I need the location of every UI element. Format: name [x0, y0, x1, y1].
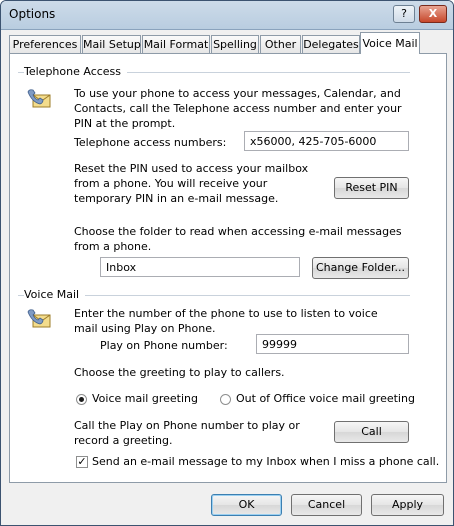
cancel-button[interactable]: Cancel — [291, 494, 362, 516]
tab-spelling[interactable]: Spelling — [211, 35, 259, 53]
title-bar[interactable] — [1, 1, 453, 30]
out-of-office-greeting-radio[interactable] — [220, 394, 231, 405]
reset-pin-description: Reset the PIN used to access your mailbox from a phone. You will receive your temporary PIN in an e-mail message. — [74, 162, 309, 205]
telephone-access-intro: To use your phone to access your messages, Calendar, and Contacts, call the Telephone access number and enter your PIN at the prompt. — [74, 87, 402, 130]
voice-mail-icon — [26, 308, 52, 330]
telephone-numbers-field[interactable]: x56000, 425-705-6000 — [244, 131, 409, 151]
voice-mail-heading: Voice Mail — [24, 288, 85, 301]
folder-field[interactable]: Inbox — [100, 257, 300, 277]
voice-mail-panel — [9, 53, 447, 483]
ok-button[interactable]: OK — [211, 494, 282, 516]
tab-voice-mail[interactable]: Voice Mail — [360, 32, 420, 54]
play-on-phone-label: Play on Phone number: — [100, 339, 228, 352]
greeting-description: Choose the greeting to play to callers. — [74, 366, 285, 379]
notify-missed-call-label[interactable]: Send an e-mail message to my Inbox when I miss a phone call. — [92, 455, 440, 468]
out-of-office-greeting-label[interactable]: Out of Office voice mail greeting — [236, 392, 415, 405]
apply-button[interactable]: Apply — [371, 494, 444, 516]
help-button[interactable]: ? — [393, 5, 415, 23]
call-button[interactable]: Call — [334, 421, 409, 443]
play-on-phone-field[interactable]: 99999 — [256, 334, 409, 354]
tab-other[interactable]: Other — [260, 35, 301, 53]
voice-mail-greeting-label[interactable]: Voice mail greeting — [92, 392, 198, 405]
telephone-access-heading: Telephone Access — [24, 65, 127, 78]
tab-preferences[interactable]: Preferences — [9, 35, 81, 53]
tab-mail-format[interactable]: Mail Format — [142, 35, 210, 53]
voice-mail-intro: Enter the number of the phone to use to listen to voice mail using Play on Phone. — [74, 307, 378, 335]
tab-delegates[interactable]: Delegates — [302, 35, 360, 53]
voice-mail-greeting-radio[interactable] — [76, 394, 87, 405]
reset-pin-button[interactable]: Reset PIN — [334, 177, 409, 199]
change-folder-button[interactable]: Change Folder... — [312, 257, 409, 279]
call-description: Call the Play on Phone number to play or record a greeting. — [74, 419, 300, 447]
window-title: Options — [9, 7, 56, 21]
close-button[interactable]: X — [419, 5, 447, 23]
tab-mail-setup[interactable]: Mail Setup — [82, 35, 141, 53]
folder-description: Choose the folder to read when accessing e-mail messages from a phone. — [74, 225, 402, 253]
telephone-access-icon — [26, 88, 52, 110]
notify-missed-call-checkbox[interactable]: ✓ — [77, 455, 87, 468]
telephone-numbers-label: Telephone access numbers: — [74, 136, 227, 149]
